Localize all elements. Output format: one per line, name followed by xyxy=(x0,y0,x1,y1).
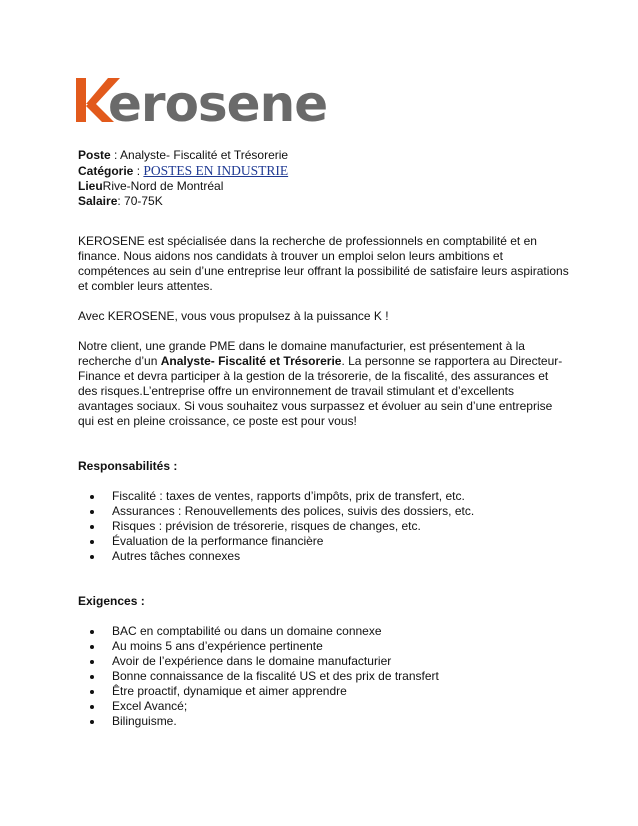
client-job-title: Analyste- Fiscalité et Trésorerie xyxy=(160,354,342,368)
lieu-value: Rive-Nord de Montréal xyxy=(102,179,224,193)
list-item: Autres tâches connexes xyxy=(78,549,570,564)
list-item: Assurances : Renouvellements des polices, suivis des dossiers, etc. xyxy=(78,504,570,519)
lieu-label: Lieu xyxy=(78,179,103,193)
list-item: Risques : prévision de trésorerie, risques de changes, etc. xyxy=(78,519,570,534)
exigences-heading: Exigences : xyxy=(78,594,145,608)
list-item: Avoir de l’expérience dans le domaine manufacturier xyxy=(78,654,570,669)
poste-row xyxy=(78,148,288,163)
poste-value: : Analyste- Fiscalité et Trésorerie xyxy=(110,148,289,162)
categorie-link[interactable]: POSTES EN INDUSTRIE xyxy=(143,163,289,178)
list-item: Bilinguisme. xyxy=(78,714,570,729)
job-meta xyxy=(78,148,288,209)
client-paragraph xyxy=(78,339,570,429)
categorie-row xyxy=(78,163,288,179)
intro-paragraph: KEROSENE est spécialisée dans la recherche de professionnels en comptabilité et en finance. Nous aidons nos candidats à trouver un emploi selon leurs ambitions et compétences au sein d’une entreprise leur offrant la possibilité de satisfaire leurs aspirations et combler leurs attentes. xyxy=(78,234,569,293)
client-text-1: Notre client, une grande PME dans le domaine manufacturier, est présentement à la recherche d’un xyxy=(78,339,525,368)
job-description xyxy=(78,234,570,729)
salaire-row xyxy=(78,194,288,209)
poste-label: Poste xyxy=(78,148,111,162)
categorie-label: Catégorie xyxy=(78,164,134,178)
responsabilites-heading: Responsabilités : xyxy=(78,459,178,473)
list-item: BAC en comptabilité ou dans un domaine connexe xyxy=(78,624,570,639)
salaire-value: : 70-75K xyxy=(117,194,163,208)
client-text-2: . La personne se rapportera au Directeur-Finance et devra participer à la gestion de la trésorerie, de la fiscalité, des assurances et des risques.L’entreprise offre un environnement de travail stimulant et d’excellents avantages sociaux. Si vous souhaitez vous surpassez et évoluer au sein d’une entreprise qui est en pleine croissance, ce poste est pour vous! xyxy=(78,354,563,428)
list-item: Excel Avancé; xyxy=(78,699,570,714)
list-item: Évaluation de la performance financière xyxy=(78,534,570,549)
lieu-row xyxy=(78,179,288,194)
categorie-separator: : xyxy=(133,164,144,178)
list-item: Fiscalité : taxes de ventes, rapports d’impôts, prix de transfert, etc. xyxy=(78,489,570,504)
list-item: Au moins 5 ans d’expérience pertinente xyxy=(78,639,570,654)
tagline: Avec KEROSENE, vous vous propulsez à la puissance K ! xyxy=(78,309,389,323)
exigences-list xyxy=(78,624,570,729)
salaire-label: Salaire xyxy=(78,194,118,208)
list-item: Bonne connaissance de la fiscalité US et des prix de transfert xyxy=(78,669,570,684)
kerosene-logo xyxy=(74,70,350,126)
responsabilites-list xyxy=(78,489,570,564)
list-item: Être proactif, dynamique et aimer apprendre xyxy=(78,684,570,699)
svg-text:erosene: erosene xyxy=(108,75,328,126)
